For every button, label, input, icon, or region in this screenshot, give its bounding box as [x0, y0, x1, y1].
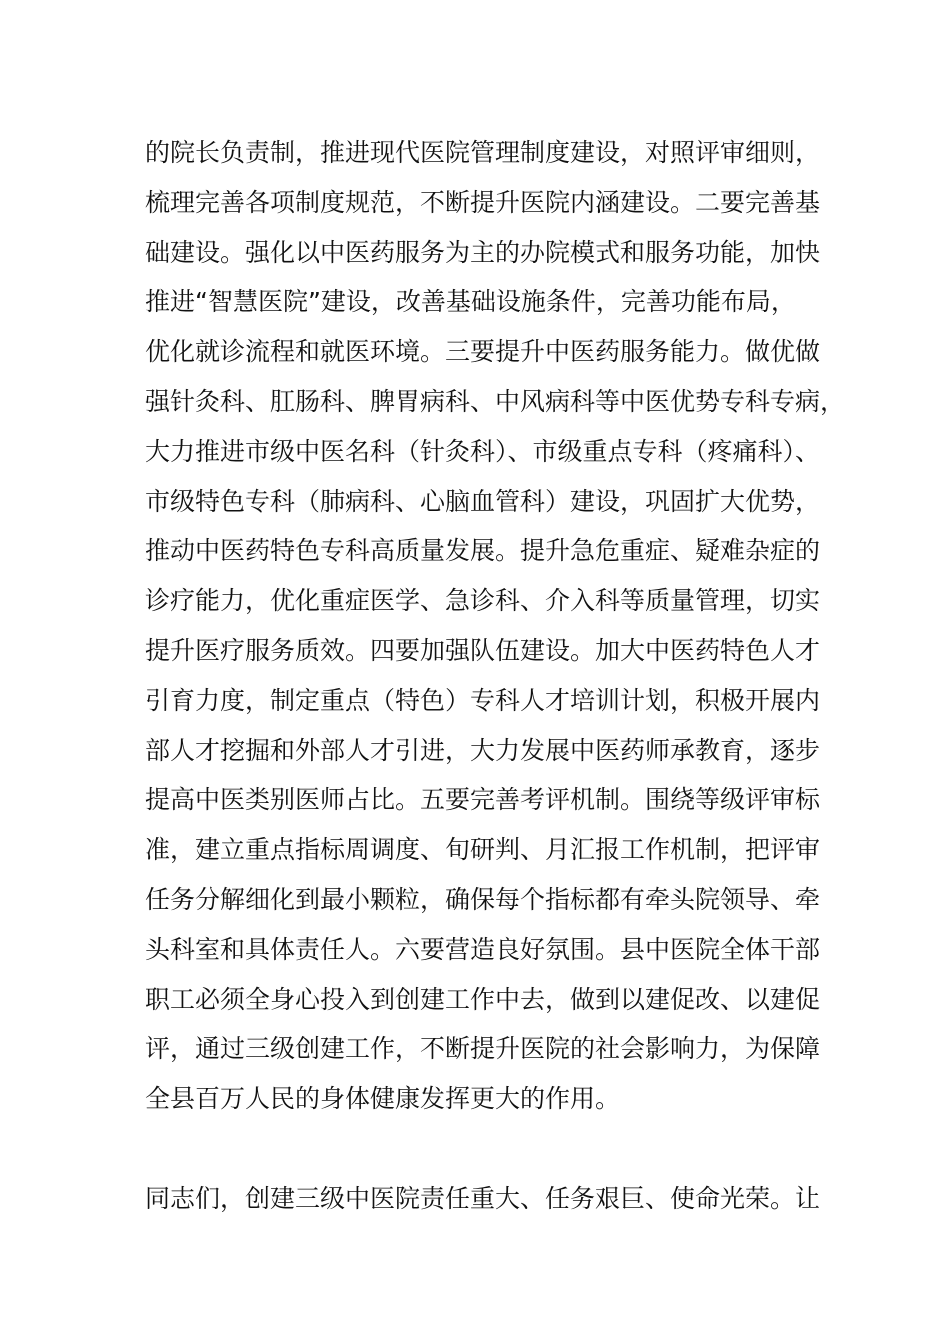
- text-line: 评，通过三级创建工作，不断提升医院的社会影响力，为保障: [145, 1034, 821, 1064]
- document-body: [145, 128, 846, 1224]
- text-line: 引育力度，制定重点（特色）专科人才培训计划，积极开展内: [145, 685, 821, 715]
- text-line: 部人才挖掘和外部人才引进，大力发展中医药师承教育，逐步: [145, 735, 821, 765]
- text-line: 的院长负责制，推进现代医院管理制度建设，对照评审细则，: [145, 138, 821, 167]
- text-line: 提升医疗服务质效。四要加强队伍建设。加大中医药特色人才: [145, 635, 821, 665]
- text-line: 强针灸科、肛肠科、脾胃病科、中风病科等中医优势专科专病，: [145, 386, 846, 416]
- text-line: 大力推进市级中医名科（针灸科）、市级重点专科（疼痛科）、: [145, 436, 821, 466]
- text-line: 梳理完善各项制度规范，不断提升医院内涵建设。二要完善基: [145, 187, 821, 217]
- text-line: 推动中医药特色专科高质量发展。提升急危重症、疑难杂症的: [145, 536, 821, 566]
- text-line: 任务分解细化到最小颗粒，确保每个指标都有牵头院领导、牵: [145, 884, 821, 914]
- text-line: 诊疗能力，优化重症医学、急诊科、介入科等质量管理，切实: [145, 586, 821, 616]
- text-line: 头科室和具体责任人。六要营造良好氛围。县中医院全体干部: [145, 934, 821, 964]
- text-line: 准，建立重点指标周调度、旬研判、月汇报工作机制，把评审: [145, 835, 821, 865]
- paragraph-gap: [145, 1124, 825, 1174]
- text-line: 全县百万人民的身体健康发挥更大的作用。: [145, 1084, 621, 1114]
- text-line: 职工必须全身心投入到创建工作中去，做到以建促改、以建促: [145, 984, 821, 1014]
- text-line: 市级特色专科（肺病科、心脑血管科）建设，巩固扩大优势，: [145, 486, 821, 516]
- text-line: 优化就诊流程和就医环境。三要提升中医药服务能力。做优做: [145, 337, 821, 367]
- text-line: 提高中医类别医师占比。五要完善考评机制。围绕等级评审标: [145, 785, 821, 815]
- text-line: 推进“智慧医院”建设，改善基础设施条件，完善功能布局，: [145, 287, 796, 317]
- text-line: 础建设。强化以中医药服务为主的办院模式和服务功能，加快: [145, 237, 821, 267]
- text-line: 同志们，创建三级中医院责任重大、任务艰巨、使命光荣。让: [145, 1183, 821, 1213]
